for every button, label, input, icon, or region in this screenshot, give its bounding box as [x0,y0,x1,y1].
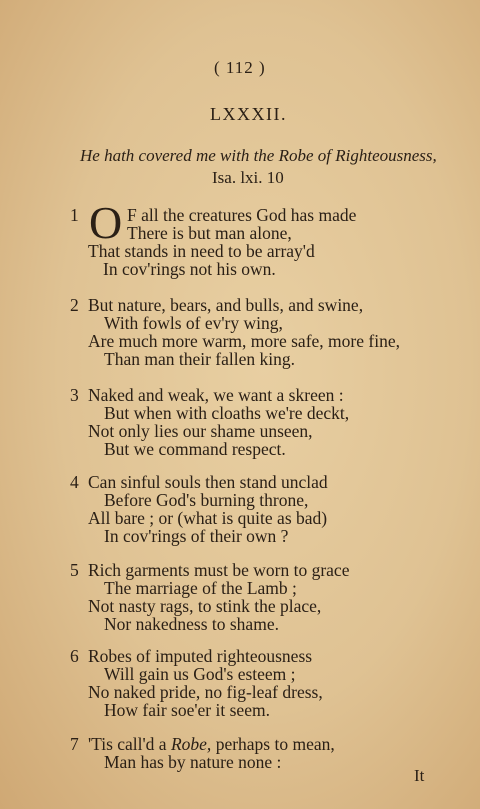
page-number: ( 112 ) [214,58,266,77]
verse-line: Than man their fallen king. [104,349,295,369]
verse-line: Naked and weak, we want a skreen : [88,385,344,405]
verse-line: Will gain us God's esteem ; [104,664,296,684]
verse-line: But nature, bears, and bulls, and swine, [88,295,364,315]
hymn-number: LXXXII. [210,104,287,124]
epigraph-reference: Isa. lxi. 10 [212,168,284,187]
verse-line: Are much more warm, more safe, more fine, [88,331,400,351]
verse-line: There is but man alone, [127,223,292,243]
verse-number: 3 [70,385,79,405]
verse-line: Robes of imputed righteousness [88,646,313,666]
verse-number: 4 [70,472,79,492]
verse-line: The marriage of the Lamb ; [104,578,297,598]
verse-line: Man has by nature none : [104,752,282,772]
catchword: It [414,766,425,785]
verse-line: Rich garments must be worn to grace [88,560,350,580]
verse-line: F all the creatures God has made [127,205,357,225]
verse-number: 1 [70,205,79,225]
verse-line: In cov'rings not his own. [103,259,276,279]
verse-line: No naked pride, no fig-leaf dress, [88,682,323,702]
italic-word: Robe, [170,734,212,754]
verse-line: Not only lies our shame unseen, [88,421,313,441]
verse-line: In cov'rings of their own ? [104,526,289,546]
drop-cap: O [89,197,123,248]
verse-line: But when with cloaths we're deckt, [104,403,350,423]
verse-line: Before God's burning throne, [104,490,309,510]
verse-line: 'Tis call'd a Robe, perhaps to mean, [88,734,335,754]
epigraph-text: He hath covered me with the Robe of Righteousness, [80,146,437,165]
verse-number: 7 [70,734,79,754]
verse-number: 2 [70,295,79,315]
verse-line: Not nasty rags, to stink the place, [88,596,322,616]
verse-line: How fair soe'er it seem. [104,700,270,720]
verse-line: Nor nakedness to shame. [104,614,279,634]
verse-number: 6 [70,646,79,666]
verse-line: But we command respect. [104,439,286,459]
verse-line: All bare ; or (what is quite as bad) [88,508,328,528]
verse-line: That stands in need to be array'd [88,241,315,261]
verse-number: 5 [70,560,79,580]
verse-line: With fowls of ev'ry wing, [104,313,283,333]
verse-line: Can sinful souls then stand unclad [88,472,328,492]
